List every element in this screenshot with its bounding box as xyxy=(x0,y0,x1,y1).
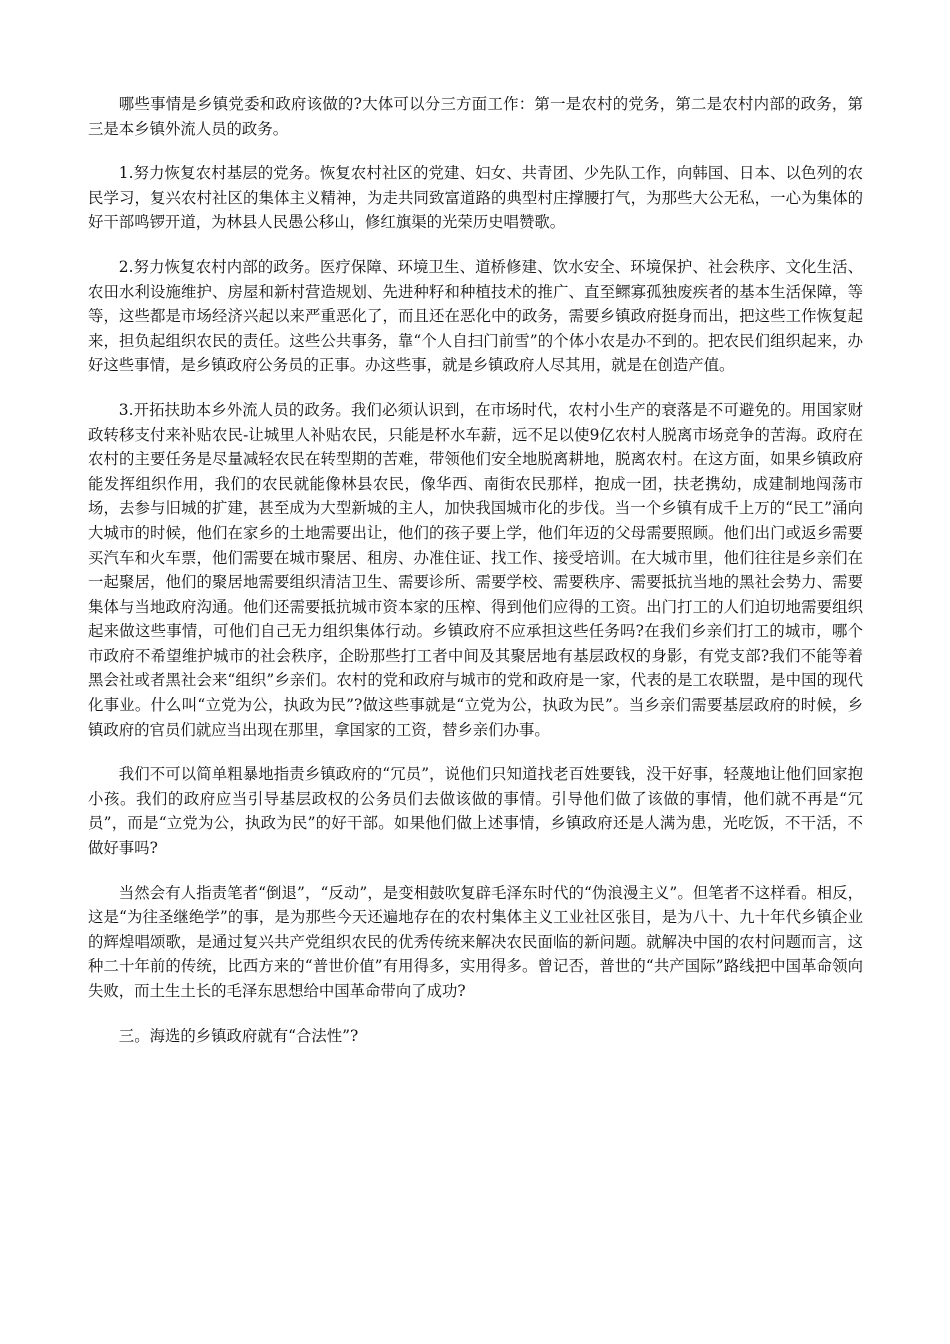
internal-affairs-paragraph: 2.努力恢复农村内部的政务。医疗保障、环境卫生、道桥修建、饮水安全、环境保护、社会秩序、文化生活、农田水利设施维护、房屋和新村营造规划、先进种籽和种植技术的推广、直至鳏寡孤独废疾者的基本生活保障，等等，这些都是市场经济兴起以来严重恶化了，而且还在恶化中的政务，需要乡镇政府挺身而出，把这些工作恢复起来，担负起组织农民的责任。这些公共事务，靠“个人自扫门前雪”的个体小农是办不到的。把农民们组织起来，办好这些事情，是乡镇政府公务员的正事。办这些事，就是乡镇政府人尽其用，就是在创造产值。 xyxy=(88,257,863,375)
redundant-staff-paragraph: 我们不可以简单粗暴地指责乡镇政府的“冗员”，说他们只知道找老百姓要钱，没干好事，轻蔑地让他们回家抱小孩。我们的政府应当引导基层政权的公务员们去做该做的事情。引导他们做了该做的事情，他们就不再是“冗员”，而是“立党为公，执政为民”的好干部。如果他们做上述事情，乡镇政府还是人满为患，光吃饭，不干活，不做好事吗? xyxy=(88,765,863,858)
intro-paragraph: 哪些事情是乡镇党委和政府该做的?大体可以分三方面工作：第一是农村的党务，第二是农村内部的政务，第三是本乡镇外流人员的政务。 xyxy=(88,95,863,138)
section-heading: 三。海选的乡镇政府就有“合法性”? xyxy=(118,1026,359,1045)
migrant-affairs-paragraph: 3.开拓扶助本乡外流人员的政务。我们必须认识到，在市场时代，农村小生产的衰落是不可避免的。用国家财政转移支付来补贴农民-让城里人补贴农民，只能是杯水车薪，远不足以使9亿农村人脱离市场竞争的苦海。政府在农村的主要任务是尽量减轻农民在转型期的苦难，带领他们安全地脱离耕地，脱离农村。在这方面，如果乡镇政府能发挥组织作用，我们的农民就能像林县农民，像华西、南街农民那样，抱成一团，扶老携幼，成建制地闯荡市场，去参与旧城的扩建，甚至成为大型新城的主人，加快我国城市化的步伐。当一个乡镇有成千上万的“民工”涌向大城市的时候，他们在家乡的土地需要出让，他们的孩子要上学，他们年迈的父母需要照顾。他们出门或返乡需要买汽车和火车票，他们需要在城市聚居、租房、办准住证、找工作、接受培训。在大城市里，他们往往是乡亲们在一起聚居，他们的聚居地需要组织清洁卫生、需要诊所、需要学校、需要秩序、需要抵抗当地的黑社会势力、需要集体与当地政府沟通。他们还需要抵抗城市资本家的压榨、得到他们应得的工资。出门打工的人们迫切地需要组织起来做这些事情，可他们自己无力组织集体行动。乡镇政府不应承担这些任务吗?在我们乡亲们打工的城市，哪个市政府不希望维护城市的社会秩序，企盼那些打工者中间及其聚居地有基层政权的身影，有党支部?我们不能等着黑会社或者黑社会来“组织”乡亲们。农村的党和政府与城市的党和政府是一家，代表的是工农联盟，是中国的现代化事业。什么叫“立党为公，执政为民”?做这些事就是“立党为公，执政为民”。当乡亲们需要基层政府的时候，乡镇政府的官员们就应当出现在那里，拿国家的工资，替乡亲们办事。 xyxy=(88,400,863,739)
document-page xyxy=(88,92,863,1048)
party-affairs-paragraph: 1.努力恢复农村基层的党务。恢复农村社区的党建、妇女、共青团、少先队工作，向韩国、日本、以色列的农民学习，复兴农村社区的集体主义精神，为走共同致富道路的典型村庄撑腰打气，为那些大公无私，一心为集体的好干部鸣锣开道，为林县人民愚公移山，修红旗渠的光荣历史唱赞歌。 xyxy=(88,164,863,232)
rebuttal-paragraph: 当然会有人指责笔者“倒退”，“反动”，是变相鼓吹复辟毛泽东时代的“伪浪漫主义”。但笔者不这样看。相反，这是“为往圣继绝学”的事，是为那些今天还遍地存在的农村集体主义工业社区张目，是为八十、九十年代乡镇企业的辉煌唱颂歌，是通过复兴共产党组织农民的优秀传统来解决农民面临的新问题。就解决中国的农村问题而言，这种二十年前的传统，比西方来的“普世价值”有用得多，实用得多。曾记否，普世的“共产国际”路线把中国革命领向失败，而土生土长的毛泽东思想给中国革命带向了成功? xyxy=(88,883,863,1000)
